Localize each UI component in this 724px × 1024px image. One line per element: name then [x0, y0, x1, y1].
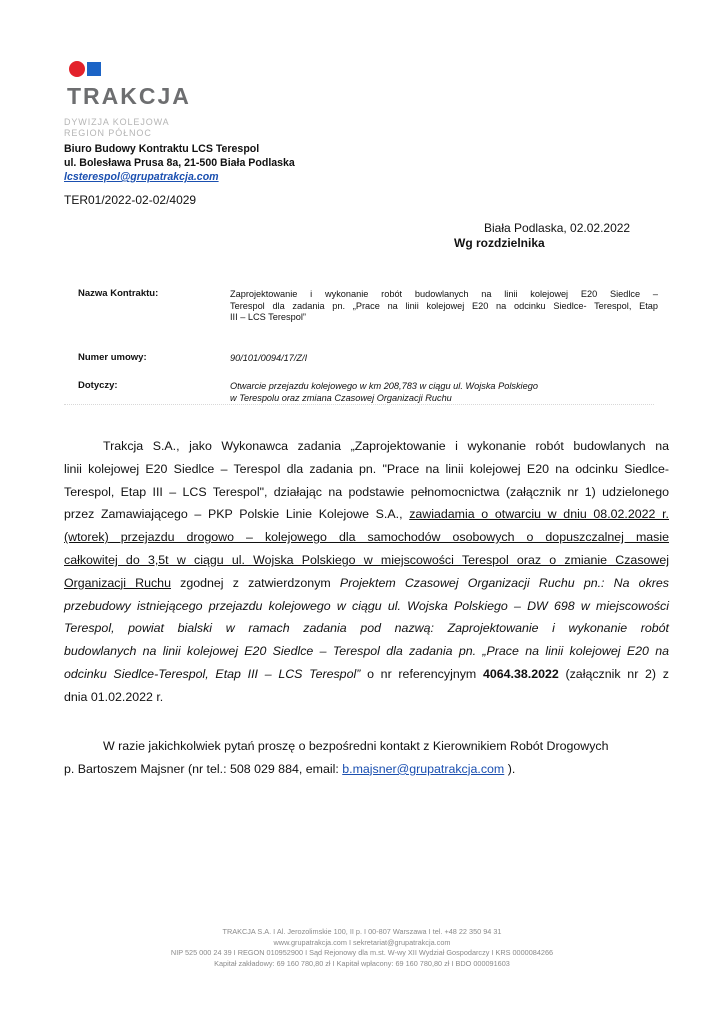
paragraph-line: Trakcja S.A., jako Wykonawca zadania „Zaprojektowanie i wykonanie robót budowlanych na: [103, 439, 669, 453]
agreement-value: 90/101/0094/17/Z/I: [230, 353, 308, 363]
logo-blue-square: [87, 62, 101, 76]
footer-line: TRAKCJA S.A. I Al. Jerozolimskie 100, II p. I 00-807 Warszawa I tel. +48 22 350 94 31: [222, 927, 502, 936]
body-paragraph-1: [64, 435, 669, 709]
paragraph-line: przebudowy istniejącego przejazdu kolejowego w ciągu ul. Wojska Polskiego – DW 698 w miejscowości: [64, 598, 669, 613]
paragraph-line: Terespol, Etap III – LCS Terespol", działając na podstawie pełnomocnictwa (załącznik nr 1) udzielonego: [64, 484, 669, 499]
contract-value: [230, 289, 658, 324]
paragraph-line: całkowitej do 3,5t w ciągu ul. Wojska Polskiego w miejscowości Terespol oraz o zmianie Czasowej: [64, 552, 669, 567]
paragraph-line: p. Bartoszem Majsner (nr tel.: 508 029 884, email: b.majsner@grupatrakcja.com ).: [64, 761, 516, 776]
paragraph-line: (wtorek) przejazdu drogowo – kolejowego dla samochodów osobowych o dopuszczalnej masie: [64, 530, 669, 545]
office-name: Biuro Budowy Kontraktu LCS Terespol: [64, 143, 260, 155]
place-date: Biała Podlaska, 02.02.2022: [484, 221, 631, 235]
logo-wordmark: TRAKCJA: [67, 83, 191, 109]
office-address: ul. Bolesława Prusa 8a, 21-500 Biała Podlaska: [64, 157, 295, 169]
reference-number: TER01/2022-02-02/4029: [64, 193, 197, 207]
contact-email-link[interactable]: b.majsner@grupatrakcja.com: [342, 761, 505, 776]
subject-line: w Terespolu oraz zmiana Czasowej Organizacji Ruchu: [230, 392, 452, 403]
footer: [60, 927, 664, 969]
reference-number-bold: 4064.38.2022: [482, 666, 559, 681]
paragraph-line: Organizacji Ruchu zgodnej z zatwierdzonym Projektem Czasowej Organizacji Ruchu pn.: Na okres: [64, 575, 669, 590]
footer-line: Kapitał zakładowy: 69 160 780,80 zł I Kapitał wpłacony: 69 160 780,80 zł I BDO 000091603: [214, 958, 510, 968]
subject-value: [230, 381, 658, 404]
footer-line: NIP 525 000 24 39 I REGON 010952900 I Sąd Rejonowy dla m.st. W-wy XII Wydział Gospodarczy I KRS 0000084266: [170, 948, 554, 957]
contract-line: III – LCS Terespol”: [230, 312, 306, 322]
paragraph-line: dnia 01.02.2022 r.: [64, 689, 164, 704]
notice-underlined: zawiadamia o otwarciu w dniu 08.02.2022 r.: [409, 507, 669, 522]
agreement-label: Numer umowy:: [78, 352, 147, 363]
footer-line: www.grupatrakcja.com I sekretariat@grupatrakcja.com: [273, 937, 451, 947]
recipient: Wg rozdzielnika: [454, 236, 545, 250]
division-label: [64, 117, 170, 139]
separator-line: [64, 404, 654, 405]
subject-line: Otwarcie przejazdu kolejowego w km 208,783 w ciągu ul. Wojska Polskiego: [230, 381, 538, 391]
contract-line: Terespol dla zadania pn. „Prace na linii kolejowej E20 na odcinku Siedlce- Terespol, Etap: [230, 300, 658, 311]
logo-red-circle: [69, 61, 85, 77]
body-paragraph-2: [64, 735, 669, 781]
paragraph-line: Terespol, powiat bialski w ramach zadania pod nazwą: Zaprojektowanie i wykonanie robót: [64, 621, 669, 636]
paragraph-line: W razie jakichkolwiek pytań proszę o bezpośredni kontakt z Kierownikiem Robót Drogowych: [103, 739, 609, 753]
contract-line: Zaprojektowanie i wykonanie robót budowlanych na linii kolejowej E20 Siedlce –: [230, 289, 658, 299]
contract-label: Nazwa Kontraktu:: [78, 288, 159, 299]
paragraph-line: linii kolejowej E20 Siedlce – Terespol dla zadania pn. "Prace na linii kolejowej E20 na odcinku Siedlce-: [64, 461, 669, 476]
paragraph-line: odcinku Siedlce-Terespol, Etap III – LCS Terespol” o nr referencyjnym 4064.38.2022 (załącznik nr 2) z: [64, 666, 669, 681]
office-block: [64, 142, 295, 184]
office-email-link[interactable]: lcsterespol@grupatrakcja.com: [64, 171, 219, 183]
paragraph-line: budowlanych na linii kolejowej E20 Siedlce – Terespol dla zadania pn. „Prace na linii kolejowej E20 na: [64, 644, 669, 659]
division-line: DYWIZJA KOLEJOWA: [64, 117, 170, 127]
paragraph-line: przez Zamawiającego – PKP Polskie Linie Kolejowe S.A., zawiadamia o otwarciu w dniu 08.02.2022 r.: [64, 507, 669, 522]
region-line: REGION PÓŁNOC: [64, 128, 152, 138]
subject-label: Dotyczy:: [78, 380, 118, 391]
